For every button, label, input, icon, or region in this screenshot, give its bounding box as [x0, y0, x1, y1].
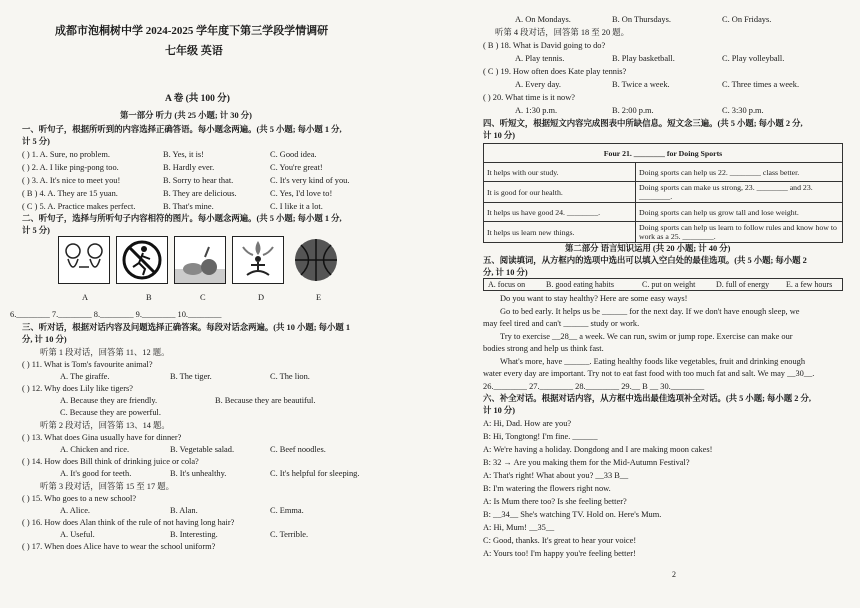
q11-option-c: C. The lion. — [270, 372, 310, 381]
q19-stem: ( C ) 19. How often does Kate play tennis? — [483, 67, 627, 76]
part1-heading: 第一部分 听力 (共 25 小题; 计 30 分) — [120, 111, 252, 120]
passage-answer-blanks: 26.________ 27.________ 28.________ 29.__ B __ 30.________ — [483, 382, 705, 391]
section6-instruction: 六、补全对话。根据对话内容，从方框中选出最佳选项补全对话。(共 5 小题; 每小题 2 分, — [483, 394, 812, 403]
dialogue2-heading: 听第 2 段对话，回答第 13、14 题。 — [40, 421, 170, 430]
section4-instruction: 四、听短文，根据短文内容完成图表中所缺信息。短文念三遍。(共 5 小题; 每小题 2 分, — [483, 119, 803, 128]
q20-option-a: A. 1:30 p.m. — [515, 106, 558, 115]
q16-option-a: A. Useful. — [60, 530, 95, 539]
conversation-line: B: 32 → Are you making them for the Mid-Autumn Festival? — [483, 458, 690, 467]
q1-option-c: C. Good idea. — [270, 150, 317, 159]
q15-option-a: A. Alice. — [60, 506, 91, 515]
picture-label-e: E — [316, 293, 322, 302]
conversation-line: A: Hi, Dad. How are you? — [483, 419, 572, 428]
section2-instruction-cont: 计 5 分) — [22, 226, 50, 235]
q11-option-b: B. The tiger. — [170, 372, 212, 381]
q16-option-b: B. Interesting. — [170, 530, 218, 539]
q14-option-b: B. It's unhealthy. — [170, 469, 227, 478]
conversation-line: A: Hi, Mum! __35__ — [483, 523, 555, 532]
q12-option-a: A. Because they are friendly. — [60, 396, 158, 405]
passage-line: Do you want to stay healthy? Here are some easy ways! — [500, 294, 688, 303]
section6-instruction-cont: 计 10 分) — [483, 406, 516, 415]
section2-instruction: 二、听句子，选择与所听句子内容相符的图片。每小题念两遍。(共 5 小题; 每小题 1 分, — [22, 214, 342, 223]
q4-option-b: B. They are delicious. — [163, 189, 237, 198]
option-a: A. focus on — [488, 280, 526, 289]
passage-line: Try to exercise __28__ a week. We can run, swim or jump rope. Exercise can make our — [500, 332, 793, 341]
exam-title: 成都市泡桐树中学 2024-2025 学年度下第三学段学情调研 — [55, 25, 329, 37]
q4-option-a: ( B ) 4. A. They are 15 yuan. — [22, 189, 118, 198]
passage-line: Go to bed early. It helps us be ______ for the next day. If we don't have enough sleep, we — [500, 307, 800, 316]
part2-heading: 第二部分 语言知识运用 (共 20 小题; 计 40 分) — [565, 244, 731, 253]
q5-option-c: C. I like it a lot. — [270, 202, 323, 211]
table-row — [484, 163, 843, 182]
q13-stem: ( ) 13. What does Gina usually have for dinner? — [22, 433, 182, 442]
table-header-row — [484, 144, 843, 163]
word-options-box — [483, 278, 843, 291]
conversation-line: A: That's right! What about you? __33 B__ — [483, 471, 629, 480]
table-cell: Doing sports can help us learn to follow rules and know how to work as a 25. ________. — [636, 222, 843, 243]
q15-option-b: B. Alan. — [170, 506, 198, 515]
q17-option-a: A. On Mondays. — [515, 15, 571, 24]
q17-option-b: B. On Thursdays. — [612, 15, 671, 24]
picture-label-c: C — [200, 293, 206, 302]
q15-stem: ( ) 15. Who goes to a new school? — [22, 494, 137, 503]
q19-option-b: B. Twice a week. — [612, 80, 670, 89]
q13-option-c: C. Beef noodles. — [270, 445, 326, 454]
dialogue1-heading: 听第 1 段对话，回答第 11、12 题。 — [40, 348, 170, 357]
q15-option-c: C. Emma. — [270, 506, 304, 515]
q20-stem: ( ) 20. What time is it now? — [483, 93, 575, 102]
q19-option-a: A. Every day. — [515, 80, 561, 89]
section4-instruction-cont: 计 10 分) — [483, 131, 516, 140]
table-row — [484, 222, 843, 243]
conversation-line: B: Hi, Tongtong! I'm fine. ______ — [483, 432, 598, 441]
q12-option-c: C. Because they are powerful. — [60, 408, 161, 417]
q11-option-a: A. The giraffe. — [60, 372, 110, 381]
q5-option-b: B. That's mine. — [163, 202, 214, 211]
picture-answer-blanks: 6.________ 7.________ 8.________ 9.________ 10.________ — [10, 310, 222, 319]
section1-instruction: 一、听句子，根据所听到的内容选择正确答语。每小题念两遍。(共 5 小题; 每小题 1 分, — [22, 125, 342, 134]
section5-instruction: 五、阅读填词，从方框内的选项中选出可以填入空白处的最佳选项。(共 5 小题; 每小题 2 — [483, 256, 807, 265]
q3-option-c: C. It's very kind of you. — [270, 176, 350, 185]
q14-option-a: A. It's good for teeth. — [60, 469, 132, 478]
monkeys-picture — [58, 236, 110, 284]
option-d: D. full of energy — [716, 280, 770, 289]
table-cell: Doing sports can help us grow tall and lose weight. — [636, 203, 843, 222]
table-title: Four 21. ________ for Doing Sports — [484, 144, 843, 163]
q1-option-a: ( ) 1. A. Sure, no problem. — [22, 150, 110, 159]
q5-option-a: ( C ) 5. A. Practice makes perfect. — [22, 202, 136, 211]
q1-option-b: B. Yes, it is! — [163, 150, 204, 159]
q18-option-c: C. Play volleyball. — [722, 54, 785, 63]
picture-label-a: A — [82, 293, 89, 302]
option-c: C. put on weight — [642, 280, 696, 289]
q4-option-c: C. Yes, I'd love to! — [270, 189, 333, 198]
section3-instruction: 三、听对话，根据对话内容及问题选择正确答案。每段对话念两遍。(共 10 小题; 每小题 1 — [22, 323, 351, 332]
table-row — [484, 182, 843, 203]
basketball-picture — [290, 236, 342, 284]
table-cell: Doing sports can help us 22. ________ class better. — [636, 163, 843, 182]
exam-subtitle: 七年级 英语 — [165, 45, 223, 57]
q2-option-c: C. You're great! — [270, 163, 323, 172]
q12-option-b: B. Because they are beautiful. — [215, 396, 316, 405]
q14-option-c: C. It's helpful for sleeping. — [270, 469, 360, 478]
q18-option-b: B. Play basketball. — [612, 54, 675, 63]
q16-stem: ( ) 16. How does Alan think of the rule of not having long hair? — [22, 518, 235, 527]
q18-stem: ( B ) 18. What is David going to do? — [483, 41, 606, 50]
passage-line: may feel tired and can't ______ study or work. — [483, 319, 640, 328]
q13-option-a: A. Chicken and rice. — [60, 445, 130, 454]
table-cell: Doing sports can make us strong, 23. ________ and 23. ________. — [636, 182, 843, 203]
dialogue3-heading: 听第 3 段对话，回答第 15 至 17 题。 — [40, 482, 174, 491]
q3-option-b: B. Sorry to hear that. — [163, 176, 234, 185]
q12-stem: ( ) 12. Why does Lily like tigers? — [22, 384, 134, 393]
option-b: B. good eating habits — [546, 280, 614, 289]
conversation-line: A: Is Mum there too? Is she feeling better? — [483, 497, 627, 506]
table-row — [484, 203, 843, 222]
q3-option-a: ( ) 3. A. It's nice to meet you! — [22, 176, 121, 185]
q13-option-b: B. Vegetable salad. — [170, 445, 235, 454]
picture-label-d: D — [258, 293, 265, 302]
table-cell: It helps with our study. — [484, 163, 636, 182]
q11-stem: ( ) 11. What is Tom's favourite animal? — [22, 360, 153, 369]
table-cell: It helps us learn new things. — [484, 222, 636, 243]
conversation-line: B: __34__ She's watching TV. Hold on. Here's Mum. — [483, 510, 662, 519]
option-e: E. a few hours — [786, 280, 833, 289]
q2-option-a: ( ) 2. A. I like ping-pong too. — [22, 163, 119, 172]
q20-option-c: C. 3:30 p.m. — [722, 106, 764, 115]
table-cell: It helps us have good 24. ________. — [484, 203, 636, 222]
no-running-sign-picture — [116, 236, 168, 284]
conversation-line: B: I'm watering the flowers right now. — [483, 484, 611, 493]
q17-option-c: C. On Fridays. — [722, 15, 772, 24]
picture-label-b: B — [146, 293, 152, 302]
q19-option-c: C. Three times a week. — [722, 80, 800, 89]
section3-instruction-cont: 分, 计 10 分) — [22, 335, 67, 344]
sports-info-table — [483, 143, 843, 243]
yoga-picture — [232, 236, 284, 284]
food-picture — [174, 236, 226, 284]
paper-a-heading: A 卷 (共 100 分) — [165, 94, 230, 104]
passage-line: bodies strong and help us think fast. — [483, 344, 604, 353]
page-number: 2 — [672, 570, 676, 579]
q18-option-a: A. Play tennis. — [515, 54, 565, 63]
conversation-line: A: Yours too! I'm happy you're feeling better! — [483, 549, 636, 558]
q14-stem: ( ) 14. How does Bill think of drinking juice or cola? — [22, 457, 199, 466]
passage-line: water every day are important. Try not to eat fast food with too much fat and salt. We may __30__. — [483, 369, 815, 378]
section5-instruction-cont: 分, 计 10 分) — [483, 268, 528, 277]
table-cell: It is good for our health. — [484, 182, 636, 203]
q16-option-c: C. Terrible. — [270, 530, 309, 539]
section1-instruction-cont: 计 5 分) — [22, 137, 50, 146]
dialogue4-heading: 听第 4 段对话，回答第 18 至 20 题。 — [495, 28, 629, 37]
q17-stem: ( ) 17. When does Alice have to wear the school uniform? — [22, 542, 216, 551]
conversation-line: A: We're having a holiday. Dongdong and I are making moon cakes! — [483, 445, 713, 454]
q20-option-b: B. 2:00 p.m. — [612, 106, 654, 115]
conversation-line: C: Good, thanks. It's great to hear your voice! — [483, 536, 637, 545]
passage-line: What's more, have ______. Eating healthy foods like vegetables, fruit and drinking enough — [500, 357, 806, 366]
picture-row — [58, 236, 343, 302]
q2-option-b: B. Hardly ever. — [163, 163, 215, 172]
